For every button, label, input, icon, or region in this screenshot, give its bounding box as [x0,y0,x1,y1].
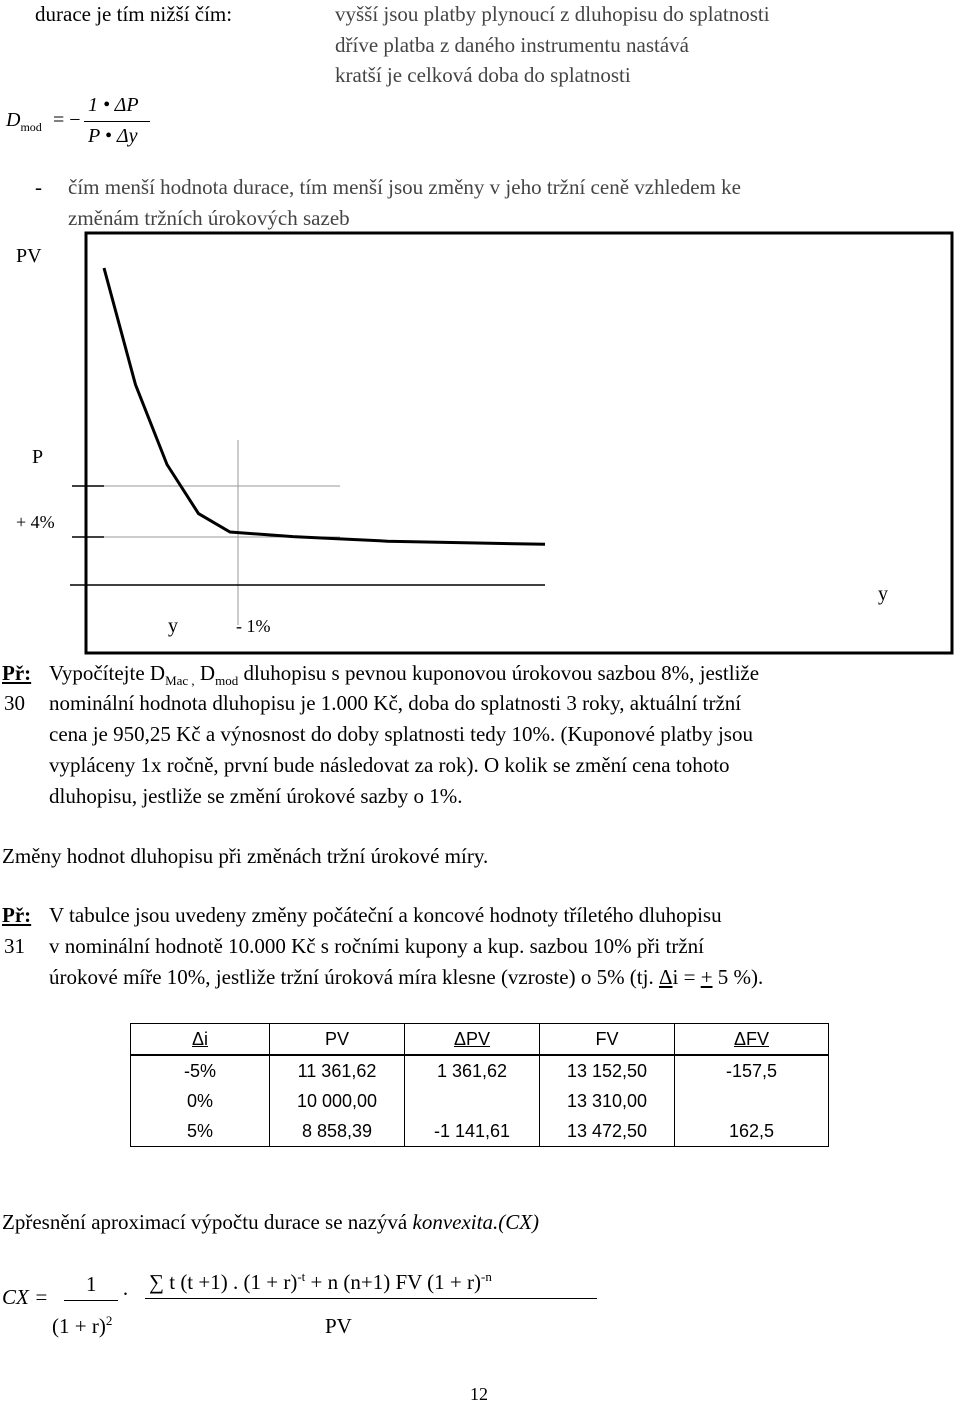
heading-value-changes: Změny hodnot dluhopisu při změnách tržní úrokové míry. [2,844,489,868]
page-number: 12 [470,1384,488,1404]
example-30-line-2: nominální hodnota dluhopisu je 1.000 Kč, doba do splatnosti 3 roky, aktuální tržní [49,691,742,715]
table-cell [405,1086,540,1116]
chart-frame [86,233,952,653]
table-row [131,1055,829,1086]
header-fv: FV [540,1024,675,1056]
cx-lhs: CX = [2,1285,49,1309]
header-delta-fv: ΔFV [675,1024,829,1056]
cx-dot: · [122,1282,129,1306]
table-cell: 1 361,62 [405,1055,540,1086]
table-cell: 13 472,50 [540,1116,675,1147]
label-minus-1: - 1% [236,616,271,636]
bullet-dash: - [35,175,42,199]
bullet-line-1: čím menší hodnota durace, tím menší jsou změny v jeho tržní ceně vzhledem ke [68,175,741,199]
duration-item-2: dříve platba z daného instrumentu nastává [335,33,689,57]
example-31-label: Př: [2,903,32,927]
table-cell: -157,5 [675,1055,829,1086]
example-31-line-3: úrokové míře 10%, jestliže tržní úroková míra klesne (vzroste) o 5% (tj. Δi = + 5 %). [49,965,764,989]
table-cell: 0% [131,1086,270,1116]
header-delta-i: Δi [131,1024,270,1056]
cx-fraction-line-2 [145,1298,597,1299]
example-31-number: 31 [4,934,25,958]
table-cell: 13 310,00 [540,1086,675,1116]
table-cell: 162,5 [675,1116,829,1147]
cx-one: 1 [86,1272,97,1296]
table-row [131,1086,829,1116]
table-cell: 8 858,39 [270,1116,405,1147]
example-31-line-2: v nominální hodnotě 10.000 Kč s ročními kupony a kup. sazbou 10% při tržní [49,934,704,958]
dmod-equals: = − [53,109,81,131]
table-cell: 5% [131,1116,270,1147]
dmod-lhs: $D_{mod}$ [6,109,42,134]
duration-lead-text: durace je tím nižší čím: [35,2,233,26]
example-30-line-1: Vypočítejte $D_{Mac ,}$ $D_{mod}$ dluhopisu s pevnou kuponovou úrokovou sazbou 8%, jestliže [49,661,760,689]
example-30-number: 30 [4,691,25,715]
example-31-line-1: V tabulce jsou uvedeny změny počáteční a koncové hodnoty tříletého dluhopisu [49,903,722,927]
label-y-tick: y [168,615,178,637]
example-30-line-3: cena je 950,25 Kč a výnosnost do doby splatnosti tedy 10%. (Kuponové platby jsou [49,722,753,746]
label-plus-4: + 4% [16,512,55,532]
header-delta-pv: ΔPV [405,1024,540,1056]
table-cell: 11 361,62 [270,1055,405,1086]
label-p: P [32,446,44,468]
sum-icon: ∑ [149,1270,164,1294]
table-row [131,1116,829,1147]
example-30-line-4: vypláceny 1x ročně, první bude následovat za rok). O kolik se změní cena tohoto [49,753,730,777]
table-cell: 13 152,50 [540,1055,675,1086]
table-cell [675,1086,829,1116]
dmod-denominator: P • Δy [88,125,138,147]
dmod-numerator: 1 • ΔP [88,94,139,116]
price-yield-chart [0,0,960,660]
table-cell: 10 000,00 [270,1086,405,1116]
bond-value-table [130,1023,829,1147]
cx-numerator: ∑ t (t +1) . $(1 + r)^{-t} + n$ (n+1) FV $(1 + r)^{-n}$ [149,1269,492,1294]
cx-denominator-2: PV [325,1314,352,1338]
x-axis-label-y: y [878,583,888,605]
duration-item-1: vyšší jsou platby plynoucí z dluhopisu do splatnosti [335,2,770,26]
table-cell: -1 141,61 [405,1116,540,1147]
price-yield-curve [104,268,545,544]
example-30-label: Př: [2,661,32,685]
cx-denominator-1: $(1 + r)^2$ [52,1313,113,1338]
example-30-line-5: dluhopisu, jestliže se změní úrokové sazby o 1%. [49,784,463,808]
header-pv: PV [270,1024,405,1056]
cx-fraction-line-1 [64,1300,118,1301]
table-cell: -5% [131,1055,270,1086]
convexity-sentence: Zpřesnění aproximací výpočtu durace se nazývá konvexita.(CX) [2,1210,540,1234]
y-axis-label-pv: PV [16,245,42,267]
duration-item-3: kratší je celková doba do splatnosti [335,63,631,87]
bullet-line-2: změnám tržních úrokových sazeb [68,206,350,230]
convexity-term: konvexita.(CX) [412,1210,540,1234]
